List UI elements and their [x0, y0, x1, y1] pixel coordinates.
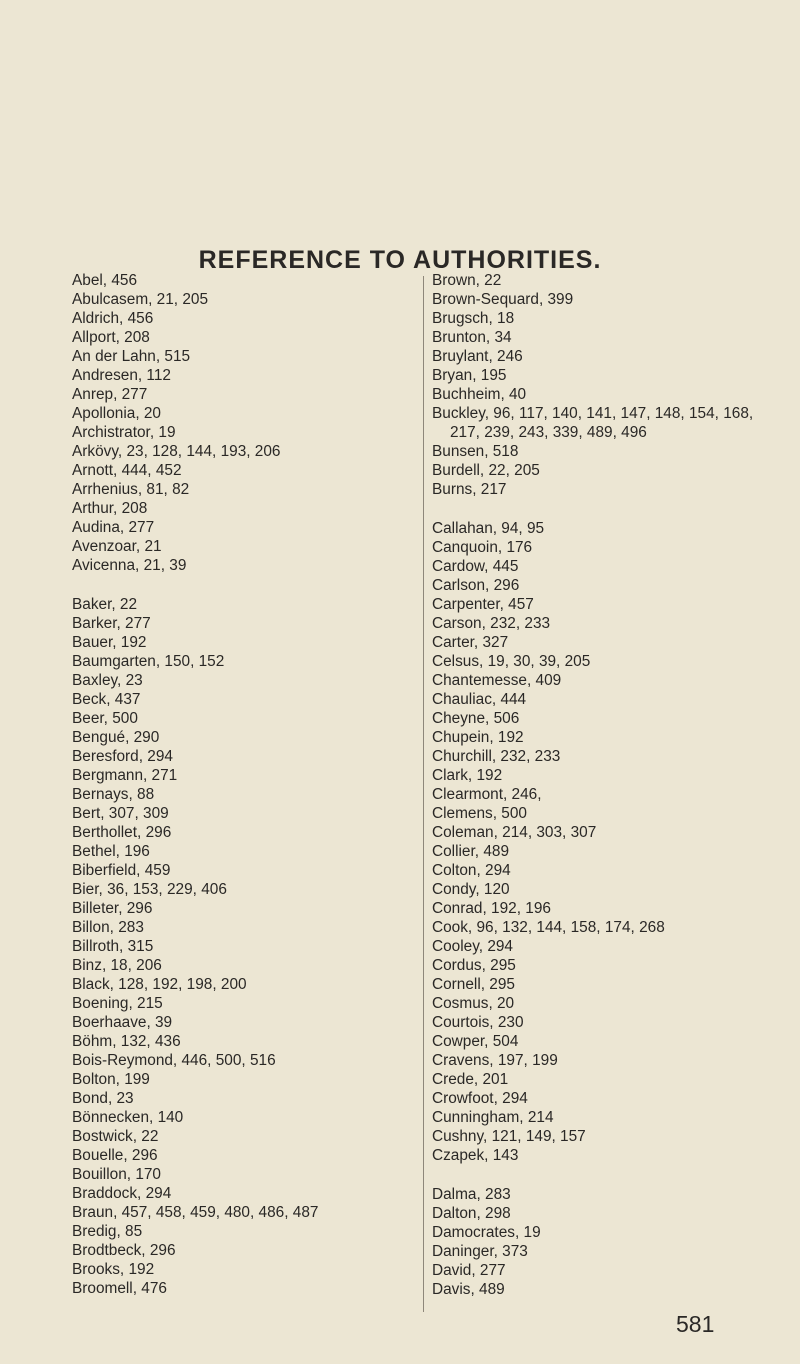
index-entry: Carson, 232, 233 — [432, 615, 551, 632]
index-entry: Arthur, 208 — [72, 500, 148, 517]
index-entry: Coleman, 214, 303, 307 — [432, 824, 597, 841]
index-entry: Aldrich, 456 — [72, 310, 154, 327]
index-entry: Buckley, 96, 117, 140, 141, 147, 148, 154, 168, 217, 239, 243, 339, 489, 496 — [432, 405, 754, 441]
index-entry: Chantemesse, 409 — [432, 672, 562, 689]
index-entry: Damocrates, 19 — [432, 1224, 541, 1241]
index-entry: Chupein, 192 — [432, 729, 524, 746]
index-entry: Bergmann, 271 — [72, 767, 178, 784]
index-entry: Biberfield, 459 — [72, 862, 171, 879]
index-entry: Cravens, 197, 199 — [432, 1052, 558, 1069]
index-entry: Buchheim, 40 — [432, 386, 527, 403]
index-entry: Avenzoar, 21 — [72, 538, 162, 555]
index-entry: Broomell, 476 — [72, 1280, 167, 1297]
index-column-left — [72, 271, 422, 1298]
page-number: 581 — [676, 1311, 715, 1337]
index-entry: Baumgarten, 150, 152 — [72, 653, 225, 670]
index-entry: Carter, 327 — [432, 634, 509, 651]
index-entry: Binz, 18, 206 — [72, 957, 162, 974]
index-entry: Clark, 192 — [432, 767, 503, 784]
index-entry: Crede, 201 — [432, 1071, 509, 1088]
index-entry: Cook, 96, 132, 144, 158, 174, 268 — [432, 919, 665, 936]
index-entry: Barker, 277 — [72, 615, 151, 632]
index-entry: Baxley, 23 — [72, 672, 143, 689]
index-entry: Davis, 489 — [432, 1281, 505, 1298]
index-entry: Boerhaave, 39 — [72, 1014, 173, 1031]
index-entry: Bond, 23 — [72, 1090, 134, 1107]
index-entry: Cosmus, 20 — [432, 995, 515, 1012]
index-entry: Abel, 456 — [72, 272, 138, 289]
index-entry: Bouillon, 170 — [72, 1166, 161, 1183]
index-entry: Carlson, 296 — [432, 577, 520, 594]
index-entry: Anrep, 277 — [72, 386, 148, 403]
index-entry: Chauliac, 444 — [432, 691, 527, 708]
group-gap — [432, 499, 767, 519]
index-entry: Brodtbeck, 296 — [72, 1242, 176, 1259]
index-entry: Condy, 120 — [432, 881, 510, 898]
index-entry: Cooley, 294 — [432, 938, 513, 955]
index-entry: Abulcasem, 21, 205 — [72, 291, 209, 308]
index-entry: Callahan, 94, 95 — [432, 520, 545, 537]
index-entry: Arkövy, 23, 128, 144, 193, 206 — [72, 443, 281, 460]
index-entry: Bauer, 192 — [72, 634, 147, 651]
index-entry: Braun, 457, 458, 459, 480, 486, 487 — [72, 1204, 319, 1221]
index-entry: Cowper, 504 — [432, 1033, 519, 1050]
index-entry: Bredig, 85 — [72, 1223, 143, 1240]
index-entry: Canquoin, 176 — [432, 539, 533, 556]
index-entry: Daninger, 373 — [432, 1243, 528, 1260]
index-entry: Black, 128, 192, 198, 200 — [72, 976, 247, 993]
index-entry: Brown, 22 — [432, 272, 502, 289]
index-entry: Clearmont, 246, — [432, 786, 542, 803]
index-entry: An der Lahn, 515 — [72, 348, 191, 365]
index-entry: Berthollet, 296 — [72, 824, 172, 841]
index-entry: Cushny, 121, 149, 157 — [432, 1128, 586, 1145]
index-entry: Boening, 215 — [72, 995, 163, 1012]
index-entry: Billeter, 296 — [72, 900, 153, 917]
index-entry: Bethel, 196 — [72, 843, 150, 860]
index-entry: Arnott, 444, 452 — [72, 462, 182, 479]
index-entry: Dalton, 298 — [432, 1205, 511, 1222]
group-gap — [72, 575, 422, 595]
index-entry: Beer, 500 — [72, 710, 138, 727]
index-entry: Brooks, 192 — [72, 1261, 155, 1278]
index-entry: Archistrator, 19 — [72, 424, 176, 441]
index-entry: Cordus, 295 — [432, 957, 516, 974]
index-entry: Böhm, 132, 436 — [72, 1033, 181, 1050]
index-entry: Apollonia, 20 — [72, 405, 161, 422]
index-entry: Burns, 217 — [432, 481, 507, 498]
index-entry: Bryan, 195 — [432, 367, 507, 384]
index-entry: Billon, 283 — [72, 919, 144, 936]
column-divider — [423, 276, 424, 1312]
index-entry: Cheyne, 506 — [432, 710, 520, 727]
index-column-right — [432, 271, 767, 1299]
index-entry: Cardow, 445 — [432, 558, 519, 575]
index-entry: Bois-Reymond, 446, 500, 516 — [72, 1052, 276, 1069]
index-entry: Brugsch, 18 — [432, 310, 515, 327]
index-entry: Carpenter, 457 — [432, 596, 534, 613]
index-entry: Braddock, 294 — [72, 1185, 172, 1202]
index-entry: Bernays, 88 — [72, 786, 155, 803]
index-entry: Conrad, 192, 196 — [432, 900, 551, 917]
index-entry: Bruylant, 246 — [432, 348, 523, 365]
index-entry: Allport, 208 — [72, 329, 150, 346]
index-entry: Churchill, 232, 233 — [432, 748, 561, 765]
index-entry: Bolton, 199 — [72, 1071, 150, 1088]
index-entry: Courtois, 230 — [432, 1014, 524, 1031]
index-entry: Avicenna, 21, 39 — [72, 557, 187, 574]
index-entry: Bouelle, 296 — [72, 1147, 158, 1164]
index-entry: Audina, 277 — [72, 519, 155, 536]
page-title: REFERENCE TO AUTHORITIES. — [198, 245, 602, 274]
group-gap — [432, 1165, 767, 1185]
index-entry: Bier, 36, 153, 229, 406 — [72, 881, 227, 898]
index-entry: Cornell, 295 — [432, 976, 515, 993]
index-entry: Bönnecken, 140 — [72, 1109, 184, 1126]
index-entry: Billroth, 315 — [72, 938, 154, 955]
index-entry: Andresen, 112 — [72, 367, 171, 384]
index-entry: Brown-Sequard, 399 — [432, 291, 574, 308]
index-entry: Celsus, 19, 30, 39, 205 — [432, 653, 591, 670]
index-entry: Collier, 489 — [432, 843, 509, 860]
index-entry: Cunningham, 214 — [432, 1109, 554, 1126]
index-entry: Bert, 307, 309 — [72, 805, 169, 822]
index-entry: Beresford, 294 — [72, 748, 173, 765]
index-entry: Arrhenius, 81, 82 — [72, 481, 190, 498]
index-entry: Clemens, 500 — [432, 805, 527, 822]
index-entry: Czapek, 143 — [432, 1147, 519, 1164]
index-entry: Burdell, 22, 205 — [432, 462, 540, 479]
index-entry: Brunton, 34 — [432, 329, 512, 346]
index-entry: Bengué, 290 — [72, 729, 160, 746]
index-entry: Colton, 294 — [432, 862, 511, 879]
index-entry: Bunsen, 518 — [432, 443, 519, 460]
index-entry: Beck, 437 — [72, 691, 141, 708]
index-entry: Baker, 22 — [72, 596, 138, 613]
index-entry: Crowfoot, 294 — [432, 1090, 528, 1107]
index-entry: Bostwick, 22 — [72, 1128, 159, 1145]
index-entry: David, 277 — [432, 1262, 506, 1279]
index-entry: Dalma, 283 — [432, 1186, 511, 1203]
